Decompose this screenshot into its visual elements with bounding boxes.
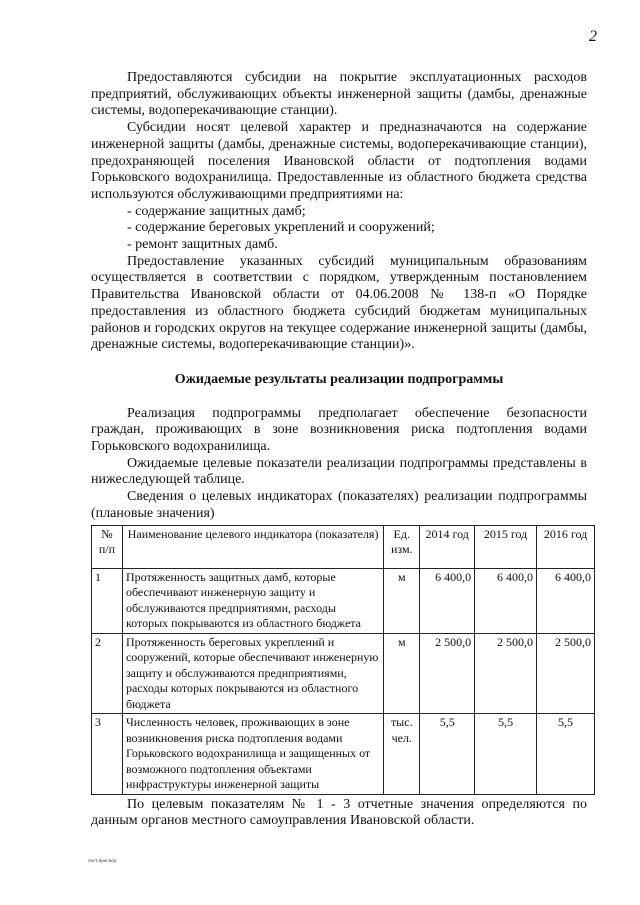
header-unit: Ед. изм. [384,525,420,568]
cell-2015: 2 500,0 [475,633,537,714]
cell-indicator: Протяженность защитных дамб, которые обеспечивают инженерную защиту и обслуживаются предприятиями, расходы которых покрываются из областного бюджета [122,568,383,633]
table-row [92,714,595,795]
section-heading: Ожидаемые результаты реализации подпрограммы [174,371,504,387]
cell-2015: 5,5 [475,714,537,795]
table-row [92,633,595,714]
cell-2016: 6 400,0 [537,568,595,633]
cell-number: 2 [92,633,123,714]
cell-number: 3 [92,714,123,795]
paragraph: По целевым показателям № 1 - 3 отчетные значения определяются по данным органов местного самоуправления Ивановской области. [91,796,587,829]
cell-2014: 6 400,0 [420,568,475,633]
header-2014: 2014 год [420,525,475,568]
page-number: 2 [589,28,597,45]
paragraph: Предоставляются субсидии на покрытие эксплуатационных расходов предприятий, обслуживающих объекты инженерной защиты (дамбы, дренажные системы, водоперекачивающие станции). [91,70,587,119]
cell-indicator: Численность человек, проживающих в зоне возникновения риска подтопления водами Горьковского водохранилища и защищенных от возможного подтопления объектами инфраструктуры инженерной защиты [122,714,383,795]
cell-2014: 5,5 [420,714,475,795]
page-flow [88,0,591,885]
table-header-row [92,525,595,568]
paragraph: Субсидии носят целевой характер и предназначаются на содержание инженерной защиты (дамбы, дренажные системы, водоперекачивающие станции), предохраняющей поселения Ивановской области от подтопления водами Горьковского водохранилища. Предоставленные из областного бюджета средства используются обслуживающими предприятиями на: [91,120,587,202]
cell-2015: 6 400,0 [475,568,537,633]
closing-section [91,797,587,830]
cell-2016: 5,5 [537,714,595,795]
document-body [91,70,587,523]
header-2015: 2015 год [475,525,537,568]
cell-indicator: Протяженность береговых укреплений и сооружений, которые обеспечивают инженерную защиту и обслуживаются предиприятиями, расходы которых покрываются из областного бюджета [122,633,383,714]
table-row [92,568,595,633]
list-item: - содержание защитных дамб; [127,203,306,219]
cell-unit: м [384,633,420,714]
header-number: № п/п [92,525,123,568]
paragraph: Ожидаемые целевые показатели реализации подпрограммы представлены в нижеследующей таблице. [91,455,587,488]
cell-unit: м [384,568,420,633]
indicators-table [91,525,595,795]
footer-filename: пост.прог.вод [88,858,117,864]
cell-number: 1 [92,568,123,633]
header-indicator: Наименование целевого индикатора (показателя) [122,525,383,568]
cell-2016: 2 500,0 [537,633,595,714]
paragraph: Реализация подпрограммы предполагает обеспечение безопасности граждан, проживающих в зоне возникновения риска подтопления водами Горьковского водохранилища. [91,405,587,455]
cell-unit: тыс. чел. [384,714,420,795]
list-item: - ремонт защитных дамб. [127,237,278,253]
paragraph: Предоставление указанных субсидий муниципальным образованиям осуществляется в соответствии с порядком, утвержденным постановлением Правительства Ивановской области от 04.06.2008 № 138-п «О Порядке предоставления из областного бюджета субсидий бюджетам муниципальных районов и городских округов на текущее содержание инженерной защиты (дамбы, дренажные системы, водоперекачивающие станции)». [91,253,587,353]
cell-2014: 2 500,0 [420,633,475,714]
header-2016: 2016 год [537,525,595,568]
list-item: - содержание береговых укреплений и сооружений; [127,220,435,236]
table-caption: Сведения о целевых индикаторах (показателях) реализации подпрограммы (плановые значения) [91,489,587,521]
